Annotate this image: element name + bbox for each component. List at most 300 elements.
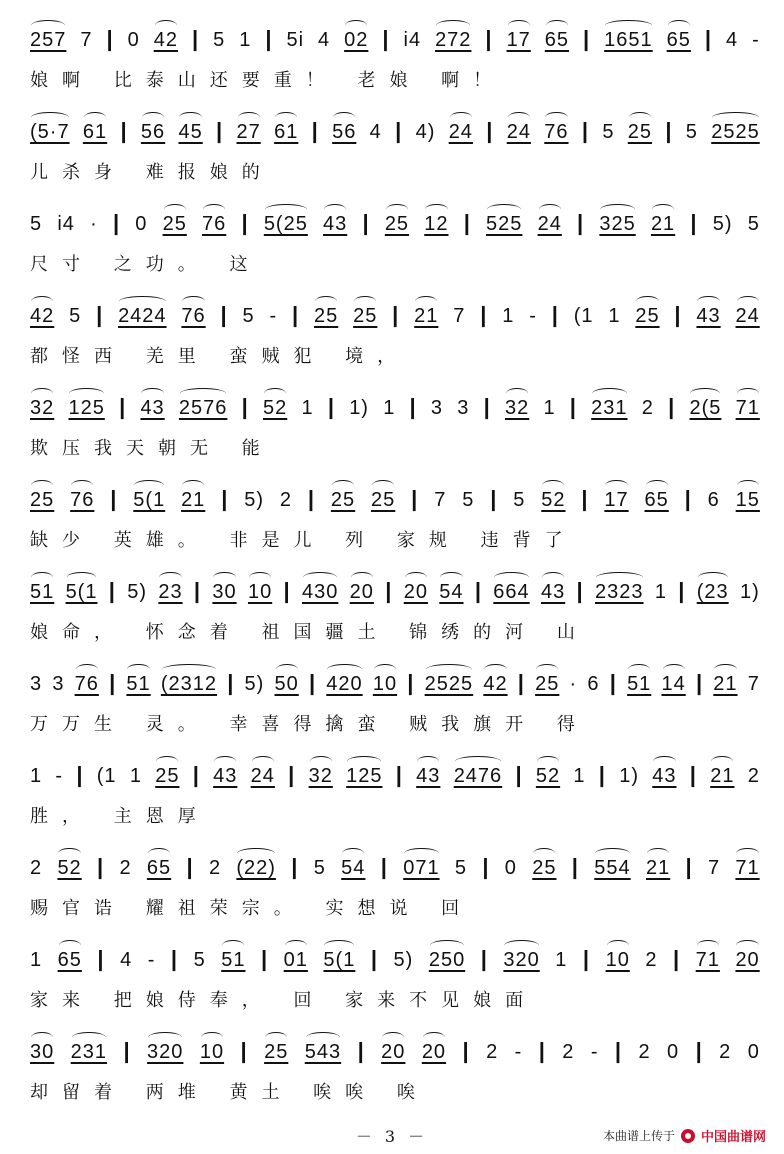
lyric-line: 娘啊 比泰山还要重！ 老娘 啊！ <box>30 70 506 91</box>
note: i4 <box>57 213 75 235</box>
note: 5 <box>685 121 698 143</box>
lyric-line: 胜， 主恩厚 <box>30 806 210 827</box>
barline: | <box>221 486 229 511</box>
barline: | <box>463 210 471 235</box>
note: (1 <box>96 765 117 787</box>
barline: | <box>96 302 104 327</box>
note: 231 <box>591 397 628 419</box>
lyric-line: 却留着 两堆 黄土 唉唉 唉 <box>30 1082 429 1103</box>
barline: | <box>192 762 200 787</box>
credit-label: 本曲谱上传于 <box>602 1129 675 1143</box>
note: 1) <box>619 765 639 787</box>
note: 20 <box>349 581 374 603</box>
barline: | <box>283 578 291 603</box>
note: 10 <box>605 949 630 971</box>
barline: | <box>581 486 589 511</box>
note: 7 <box>80 29 93 51</box>
barline: | <box>240 1038 248 1063</box>
note: 272 <box>435 29 472 51</box>
note: 5 <box>602 121 615 143</box>
note-line <box>30 108 760 144</box>
note: 2 <box>719 1041 732 1063</box>
note: 5 <box>30 213 43 235</box>
note: 30 <box>30 1041 55 1063</box>
note: 43 <box>696 305 721 327</box>
barline: | <box>684 486 692 511</box>
note: 32 <box>504 397 530 419</box>
note: 7 <box>453 305 466 327</box>
note: 43 <box>652 765 677 787</box>
note-line <box>30 476 760 512</box>
barline: | <box>704 26 713 51</box>
note: 4 <box>318 29 331 51</box>
site-name[interactable]: 中国曲谱网 <box>700 1130 766 1145</box>
note: 5 <box>69 305 82 327</box>
note: 0 <box>127 29 140 51</box>
note: 21 <box>645 857 671 879</box>
barline: | <box>609 670 617 695</box>
barline: | <box>678 578 686 603</box>
lyric-line: 欺压我天朝无 能 <box>30 438 274 459</box>
barline: | <box>382 26 390 51</box>
note: 65 <box>544 29 570 51</box>
note: 25 <box>264 1041 289 1063</box>
note-line <box>30 292 760 328</box>
barline: | <box>370 946 378 971</box>
note: 2 <box>208 857 222 879</box>
barline: | <box>462 1038 470 1063</box>
barline: | <box>551 302 559 327</box>
note: 2 <box>562 1041 575 1063</box>
note: 5) <box>393 949 414 971</box>
note: 2(5 <box>689 397 722 419</box>
note: 430 <box>301 581 339 603</box>
note: 76 <box>70 489 95 511</box>
note: 5 <box>242 305 255 327</box>
note: 1 <box>383 397 396 419</box>
note: 5 <box>454 857 468 879</box>
barline: | <box>673 946 681 971</box>
note: 20 <box>735 949 760 971</box>
barline: | <box>395 762 403 787</box>
note: 25 <box>371 489 396 511</box>
note: 1 <box>30 765 43 787</box>
lyric-line: 缺少 英雄。 非是儿 列 家规 违背了 <box>30 530 577 551</box>
note: (23 <box>696 581 729 603</box>
note: 30 <box>212 581 237 603</box>
score-system <box>0 1020 784 1130</box>
note: 61 <box>274 121 299 143</box>
barline: | <box>308 670 317 695</box>
note: 1) <box>739 581 760 603</box>
note: 25 <box>384 213 410 235</box>
barline: | <box>690 210 698 235</box>
barline: | <box>483 394 491 419</box>
note: 76 <box>74 673 99 695</box>
note: 17 <box>604 489 629 511</box>
note: (1 <box>573 305 594 327</box>
barline: | <box>109 670 117 695</box>
note: 5 <box>193 949 206 971</box>
barline: | <box>241 210 249 235</box>
note: 2424 <box>118 305 167 327</box>
barline: | <box>123 1038 131 1063</box>
barline: | <box>695 1038 703 1063</box>
lyric-line: 娘命， 怀念着 祖国疆土 锦绣的河 山 <box>30 622 589 643</box>
barline: | <box>186 854 194 879</box>
note: 15 <box>735 489 760 511</box>
barline: | <box>97 854 105 879</box>
barline: | <box>112 210 121 235</box>
note: 5 <box>462 489 475 511</box>
note: 71 <box>735 397 760 419</box>
note: 5 <box>513 489 526 511</box>
note: 3 <box>457 397 470 419</box>
note: 2323 <box>595 581 644 603</box>
note: 21 <box>650 213 676 235</box>
note: 6 <box>587 673 600 695</box>
note: 7 <box>747 673 760 695</box>
note: 43 <box>540 581 566 603</box>
lyric-line: 赐官诰 耀祖荣宗。 实想说 回 <box>30 898 474 919</box>
note: 125 <box>346 765 383 787</box>
barline: | <box>357 1038 365 1063</box>
barline: | <box>614 1038 623 1063</box>
barline: | <box>598 762 606 787</box>
note: 420 <box>326 673 363 695</box>
note: 2 <box>486 1041 499 1063</box>
lyric-line: 家来 把娘侍奉， 回 家来不见娘面 <box>30 990 538 1011</box>
note: 65 <box>146 857 172 879</box>
note: 1 <box>555 949 568 971</box>
note-line <box>30 752 760 788</box>
barline: | <box>327 394 335 419</box>
barline: | <box>380 854 388 879</box>
note: 320 <box>147 1041 184 1063</box>
barline: | <box>110 486 118 511</box>
note: 24 <box>735 305 760 327</box>
note: 7 <box>707 857 721 879</box>
barline: | <box>385 578 393 603</box>
note: 43 <box>416 765 441 787</box>
note: - <box>529 305 537 327</box>
note-line <box>30 200 760 236</box>
upload-credit[interactable] <box>603 1126 766 1145</box>
note: 56 <box>332 121 357 143</box>
note: 25 <box>627 121 652 143</box>
note: - <box>147 949 156 971</box>
note: 2 <box>641 397 654 419</box>
barline: | <box>486 118 494 143</box>
page-number: － 3 － <box>355 1127 429 1146</box>
note: - <box>514 1041 523 1063</box>
note: 2576 <box>178 397 228 419</box>
note: 76 <box>202 213 227 235</box>
barline: | <box>392 302 400 327</box>
barline: | <box>407 670 415 695</box>
barline: | <box>517 670 525 695</box>
note-line <box>30 844 760 880</box>
note: 25 <box>162 213 187 235</box>
barline: | <box>76 762 84 787</box>
note: 4 <box>726 29 739 51</box>
note: 51 <box>30 581 55 603</box>
note: 543 <box>304 1041 342 1063</box>
note: (5·7 <box>30 121 70 143</box>
note: 45 <box>178 121 203 143</box>
note: 525 <box>486 213 523 235</box>
note: 23 <box>158 581 183 603</box>
barline: | <box>538 1038 546 1063</box>
note: - <box>269 305 278 327</box>
note: 1 <box>301 397 314 419</box>
barline: | <box>665 118 673 143</box>
note: 52 <box>535 765 561 787</box>
note: 56 <box>140 121 166 143</box>
note: 25 <box>30 489 55 511</box>
note: 42 <box>30 305 55 327</box>
note: 1 <box>608 305 621 327</box>
note: 2 <box>119 857 132 879</box>
note: 5) <box>244 489 265 511</box>
barline: | <box>265 26 273 51</box>
note: 51 <box>627 673 652 695</box>
note: 664 <box>493 581 530 603</box>
barline: | <box>485 26 493 51</box>
barline: | <box>582 946 591 971</box>
note: 0 <box>667 1041 680 1063</box>
note: 24 <box>506 121 531 143</box>
note-line <box>30 16 760 52</box>
note: 5) <box>244 673 265 695</box>
note: · <box>569 673 578 695</box>
note: 4 <box>120 949 133 971</box>
note: 1 <box>30 949 43 971</box>
note: 10 <box>247 581 273 603</box>
note: 1) <box>349 397 369 419</box>
barline: | <box>695 670 704 695</box>
lyric-line: 万万生 灵。 幸喜得擒蛮 贼我旗开 得 <box>30 714 589 735</box>
note: 50 <box>274 673 299 695</box>
note: 0 <box>747 1041 760 1063</box>
barline: | <box>120 118 128 143</box>
barline: | <box>119 394 127 419</box>
note: 4 <box>369 121 382 143</box>
note: 3 <box>30 673 43 695</box>
note: 20 <box>381 1041 406 1063</box>
note: 6 <box>707 489 720 511</box>
note: i4 <box>403 29 422 51</box>
note: 1 <box>543 397 556 419</box>
lyric-line: 都怪西 羌里 蛮贼犯 境， <box>30 346 410 367</box>
note: 02 <box>344 29 369 51</box>
note: 27 <box>236 121 261 143</box>
note: - <box>55 765 64 787</box>
note: 5 <box>213 29 226 51</box>
note: - <box>752 29 760 51</box>
note: 54 <box>341 857 366 879</box>
barline: | <box>689 762 697 787</box>
barline: | <box>106 26 114 51</box>
note: 43 <box>140 397 165 419</box>
note: 5 <box>313 857 326 879</box>
note: 17 <box>506 29 531 51</box>
note: 25 <box>635 305 660 327</box>
note: 5(25 <box>263 213 308 235</box>
note: 65 <box>644 489 669 511</box>
note: 071 <box>403 857 440 879</box>
barline: | <box>674 302 682 327</box>
note: 42 <box>483 673 508 695</box>
note: 1 <box>129 765 142 787</box>
barline: | <box>583 26 591 51</box>
note: 32 <box>308 765 333 787</box>
note: 5 <box>747 213 760 235</box>
note: 51 <box>126 673 151 695</box>
note: 231 <box>70 1041 108 1063</box>
note: 25 <box>330 489 356 511</box>
note: 20 <box>421 1041 447 1063</box>
note: 25 <box>353 305 378 327</box>
barline: | <box>409 394 417 419</box>
barline: | <box>170 946 179 971</box>
note: 42 <box>153 29 178 51</box>
note: 76 <box>181 305 206 327</box>
note: 25 <box>535 673 560 695</box>
note: 21 <box>181 489 206 511</box>
barline: | <box>480 302 488 327</box>
barline: | <box>108 578 116 603</box>
note-line <box>30 936 760 972</box>
note: 21 <box>713 673 738 695</box>
note-line <box>30 384 760 420</box>
barline: | <box>480 946 488 971</box>
note: 1 <box>654 581 667 603</box>
note: 2 <box>279 489 293 511</box>
note: 25 <box>313 305 339 327</box>
barline: | <box>288 762 296 787</box>
note: 2525 <box>424 673 474 695</box>
barline: | <box>571 854 579 879</box>
note: - <box>590 1041 599 1063</box>
note: 0 <box>504 857 517 879</box>
barline: | <box>291 302 300 327</box>
note: 54 <box>439 581 464 603</box>
note: 65 <box>666 29 691 51</box>
note: 3 <box>52 673 65 695</box>
note: 25 <box>155 765 180 787</box>
note: 2 <box>645 949 658 971</box>
note-line <box>30 1028 760 1064</box>
note-line <box>30 660 760 696</box>
barline: | <box>241 394 249 419</box>
note: 257 <box>30 29 67 51</box>
barline: | <box>515 762 523 787</box>
note: 250 <box>428 949 466 971</box>
note: 52 <box>541 489 566 511</box>
note: 0 <box>135 213 148 235</box>
note: 2 <box>747 765 760 787</box>
note: 5i <box>286 29 305 51</box>
note: 43 <box>213 765 238 787</box>
note: (2312 <box>160 673 217 695</box>
note: 1 <box>502 305 515 327</box>
note: 2476 <box>453 765 503 787</box>
note: 76 <box>544 121 569 143</box>
note: 1651 <box>604 29 653 51</box>
note: · <box>90 213 98 235</box>
note: 12 <box>424 213 449 235</box>
note: (22) <box>236 857 276 879</box>
barline: | <box>193 578 202 603</box>
note: 71 <box>695 949 720 971</box>
note: 1 <box>239 29 252 51</box>
note: 24 <box>250 765 275 787</box>
note: 125 <box>68 397 105 419</box>
barline: | <box>395 118 403 143</box>
note: 10 <box>372 673 398 695</box>
note: 21 <box>710 765 735 787</box>
barline: | <box>216 118 224 143</box>
note: 1 <box>573 765 586 787</box>
barline: | <box>577 210 585 235</box>
barline: | <box>311 118 319 143</box>
barline: | <box>685 854 693 879</box>
note: 43 <box>323 213 348 235</box>
barline: | <box>482 854 490 879</box>
barline: | <box>362 210 370 235</box>
note: 24 <box>537 213 562 235</box>
note: 2 <box>30 857 43 879</box>
barline: | <box>581 118 589 143</box>
note: 320 <box>503 949 540 971</box>
barline: | <box>474 578 482 603</box>
note: 24 <box>448 121 473 143</box>
note: 65 <box>57 949 82 971</box>
barline: | <box>227 670 235 695</box>
note: 2 <box>638 1041 651 1063</box>
note: 61 <box>82 121 108 143</box>
barline: | <box>490 486 498 511</box>
note: 21 <box>414 305 439 327</box>
note: 2525 <box>711 121 760 143</box>
note: 01 <box>283 949 308 971</box>
note: 10 <box>199 1041 225 1063</box>
note: 51 <box>221 949 246 971</box>
note: 25 <box>532 857 557 879</box>
note: 5(1 <box>323 949 356 971</box>
barline: | <box>307 486 316 511</box>
barline: | <box>191 26 200 51</box>
barline: | <box>411 486 419 511</box>
note: 14 <box>661 673 686 695</box>
note: 52 <box>263 397 288 419</box>
note: 325 <box>599 213 636 235</box>
barline: | <box>220 302 228 327</box>
note: 5(1 <box>133 489 166 511</box>
lyric-line: 儿杀身 难报娘的 <box>30 162 274 183</box>
note: 554 <box>594 857 631 879</box>
barline: | <box>260 946 269 971</box>
note: 71 <box>735 857 760 879</box>
note: 5) <box>712 213 733 235</box>
logo-icon <box>681 1129 695 1143</box>
note: 7 <box>434 489 447 511</box>
note: 3 <box>430 397 444 419</box>
barline: | <box>569 394 577 419</box>
barline: | <box>668 394 676 419</box>
note-line <box>30 568 760 604</box>
